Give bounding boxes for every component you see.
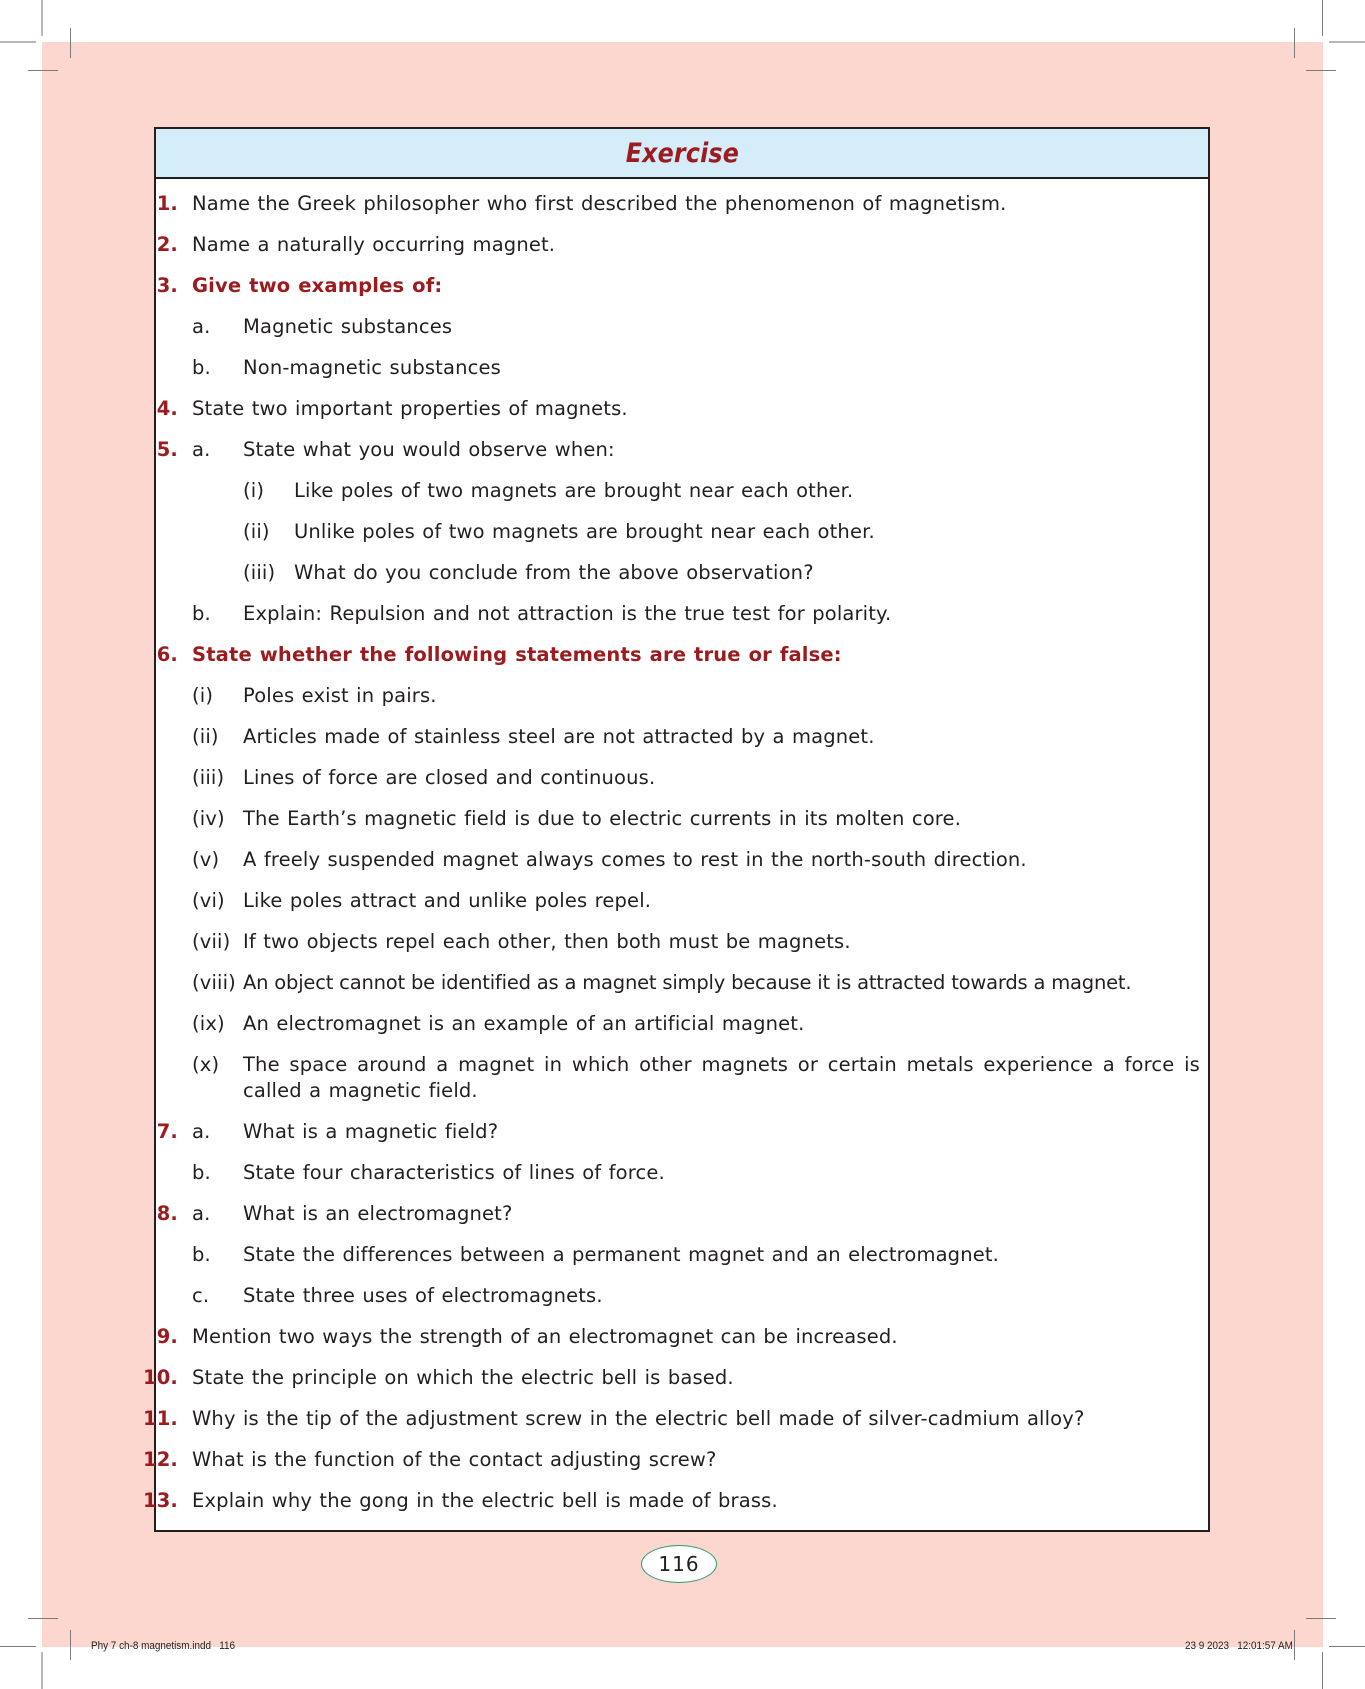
part-label: b. bbox=[192, 1243, 211, 1266]
statement-text: Lines of force are closed and continuous. bbox=[243, 766, 656, 789]
crop-mark bbox=[1306, 1618, 1336, 1619]
crop-mark bbox=[0, 41, 36, 43]
part-text: Magnetic substances bbox=[243, 315, 453, 338]
part-label: b. bbox=[192, 356, 211, 379]
question-text: Explain why the gong in the electric bell is made of brass. bbox=[192, 1489, 778, 1512]
question-5-part-b bbox=[156, 601, 1208, 627]
question-text: Name the Greek philosopher who first described the phenomenon of magnetism. bbox=[192, 192, 1007, 215]
question-4 bbox=[156, 396, 1208, 422]
question-5-subpart-iii bbox=[156, 560, 1208, 586]
crop-mark bbox=[1294, 1630, 1295, 1660]
part-text: State four characteristics of lines of force. bbox=[243, 1161, 665, 1184]
statement-text: If two objects repel each other, then both must be magnets. bbox=[243, 930, 851, 953]
statement-text: The Earth’s magnetic field is due to electric currents in its molten core. bbox=[243, 807, 962, 830]
statement-label: (i) bbox=[192, 684, 214, 707]
part-text: What is a magnetic field? bbox=[243, 1120, 499, 1143]
question-3 bbox=[156, 273, 1208, 299]
question-text: What is the function of the contact adjusting screw? bbox=[192, 1448, 717, 1471]
statement-text: An object cannot be identified as a magnet simply because it is attracted towards a magnet. bbox=[243, 971, 1132, 994]
crop-mark bbox=[1322, 0, 1323, 36]
part-label: b. bbox=[192, 1161, 211, 1184]
statement-label: (iv) bbox=[192, 807, 225, 830]
exercise-header bbox=[156, 129, 1208, 179]
question-10 bbox=[143, 1365, 1208, 1391]
part-text: Non-magnetic substances bbox=[243, 356, 501, 379]
part-label: a. bbox=[192, 438, 211, 461]
question-5-subpart-ii bbox=[156, 519, 1208, 545]
question-13 bbox=[143, 1488, 1208, 1514]
question-7-part-a bbox=[156, 1119, 1208, 1145]
part-label: a. bbox=[192, 1202, 211, 1225]
statement-label: (ix) bbox=[192, 1012, 225, 1035]
question-9 bbox=[156, 1324, 1208, 1350]
statement-text: An electromagnet is an example of an artificial magnet. bbox=[243, 1012, 805, 1035]
crop-mark bbox=[1306, 70, 1336, 71]
question-number: 2. bbox=[156, 233, 178, 256]
statement-label: (viii) bbox=[192, 971, 236, 994]
statement-label: (x) bbox=[192, 1053, 220, 1076]
question-2 bbox=[156, 232, 1208, 258]
statement-i bbox=[156, 683, 1208, 709]
statement-label: (v) bbox=[192, 848, 220, 871]
question-3-part-a bbox=[156, 314, 1208, 340]
question-number: 1. bbox=[156, 192, 178, 215]
part-label: b. bbox=[192, 602, 211, 625]
statement-iv bbox=[156, 806, 1208, 832]
statement-iii bbox=[156, 765, 1208, 791]
part-label: a. bbox=[192, 1120, 211, 1143]
crop-mark bbox=[28, 70, 58, 71]
statement-text: Like poles attract and unlike poles repel. bbox=[243, 889, 652, 912]
subpart-text: Unlike poles of two magnets are brought near each other. bbox=[294, 520, 875, 543]
question-3-part-b bbox=[156, 355, 1208, 381]
part-label: c. bbox=[192, 1284, 210, 1307]
question-number: 10. bbox=[143, 1366, 178, 1389]
question-5-part-a bbox=[156, 437, 1208, 463]
statement-label: (vii) bbox=[192, 930, 231, 953]
question-11 bbox=[143, 1406, 1208, 1432]
slug-filename: Phy 7 ch-8 magnetism.indd 116 bbox=[91, 1640, 235, 1652]
part-text: State the differences between a permanent magnet and an electromagnet. bbox=[243, 1243, 1000, 1266]
statement-text: The space around a magnet in which other magnets or certain metals experience a force is called a magnetic field. bbox=[243, 1053, 1200, 1102]
question-7-part-b bbox=[156, 1160, 1208, 1186]
subpart-label: (i) bbox=[243, 479, 265, 502]
crop-mark bbox=[41, 1652, 43, 1689]
subpart-label: (iii) bbox=[243, 561, 276, 584]
slug-timestamp: 23 9 2023 12:01:57 AM bbox=[1185, 1640, 1293, 1652]
part-text: State three uses of electromagnets. bbox=[243, 1284, 603, 1307]
question-5-subpart-i bbox=[156, 478, 1208, 504]
question-text: State two important properties of magnets. bbox=[192, 397, 628, 420]
statement-x bbox=[156, 1052, 1208, 1104]
part-text: Explain: Repulsion and not attraction is the true test for polarity. bbox=[243, 602, 892, 625]
question-text: Name a naturally occurring magnet. bbox=[192, 233, 556, 256]
crop-mark bbox=[1322, 1652, 1323, 1689]
question-text: Mention two ways the strength of an electromagnet can be increased. bbox=[192, 1325, 898, 1348]
question-list bbox=[143, 191, 1208, 1529]
question-number: 13. bbox=[143, 1489, 178, 1512]
statement-text: Articles made of stainless steel are not attracted by a magnet. bbox=[243, 725, 875, 748]
statement-text: Poles exist in pairs. bbox=[243, 684, 437, 707]
question-number: 7. bbox=[156, 1120, 178, 1143]
question-1 bbox=[156, 191, 1208, 217]
question-text: State the principle on which the electric bell is based. bbox=[192, 1366, 734, 1389]
question-number: 12. bbox=[143, 1448, 178, 1471]
question-number: 6. bbox=[156, 643, 178, 666]
crop-mark bbox=[28, 1618, 58, 1619]
crop-mark bbox=[1329, 1646, 1365, 1647]
statement-ix bbox=[156, 1011, 1208, 1037]
question-heading: State whether the following statements are true or false: bbox=[192, 643, 842, 666]
question-6 bbox=[156, 642, 1208, 668]
crop-mark bbox=[1329, 41, 1365, 43]
part-label: a. bbox=[192, 315, 211, 338]
statement-viii bbox=[156, 970, 1208, 996]
question-number: 3. bbox=[156, 274, 178, 297]
question-8-part-c bbox=[156, 1283, 1208, 1309]
exercise-title: Exercise bbox=[625, 137, 739, 169]
statement-vi bbox=[156, 888, 1208, 914]
question-number: 8. bbox=[156, 1202, 178, 1225]
subpart-label: (ii) bbox=[243, 520, 270, 543]
crop-mark bbox=[0, 1646, 36, 1647]
page-number: 116 bbox=[641, 1545, 717, 1583]
subpart-text: What do you conclude from the above observation? bbox=[294, 561, 814, 584]
question-8-part-b bbox=[156, 1242, 1208, 1268]
statement-text: A freely suspended magnet always comes to rest in the north-south direction. bbox=[243, 848, 1027, 871]
crop-mark bbox=[70, 1630, 71, 1660]
question-number: 5. bbox=[156, 438, 178, 461]
statement-label: (vi) bbox=[192, 889, 225, 912]
question-heading: Give two examples of: bbox=[192, 274, 443, 297]
question-text: Why is the tip of the adjustment screw in the electric bell made of silver-cadmium alloy? bbox=[192, 1407, 1085, 1430]
part-text: What is an electromagnet? bbox=[243, 1202, 513, 1225]
statement-v bbox=[156, 847, 1208, 873]
statement-label: (iii) bbox=[192, 766, 225, 789]
part-text: State what you would observe when: bbox=[243, 438, 615, 461]
question-number: 11. bbox=[143, 1407, 178, 1430]
statement-ii bbox=[156, 724, 1208, 750]
statement-label: (ii) bbox=[192, 725, 219, 748]
exercise-box bbox=[143, 127, 1210, 1532]
question-8-part-a bbox=[156, 1201, 1208, 1227]
question-12 bbox=[143, 1447, 1208, 1473]
crop-mark bbox=[41, 0, 43, 36]
question-number: 4. bbox=[156, 397, 178, 420]
subpart-text: Like poles of two magnets are brought near each other. bbox=[294, 479, 854, 502]
crop-mark bbox=[70, 28, 71, 58]
statement-vii bbox=[156, 929, 1208, 955]
crop-mark bbox=[1294, 28, 1295, 58]
question-number: 9. bbox=[156, 1325, 178, 1348]
